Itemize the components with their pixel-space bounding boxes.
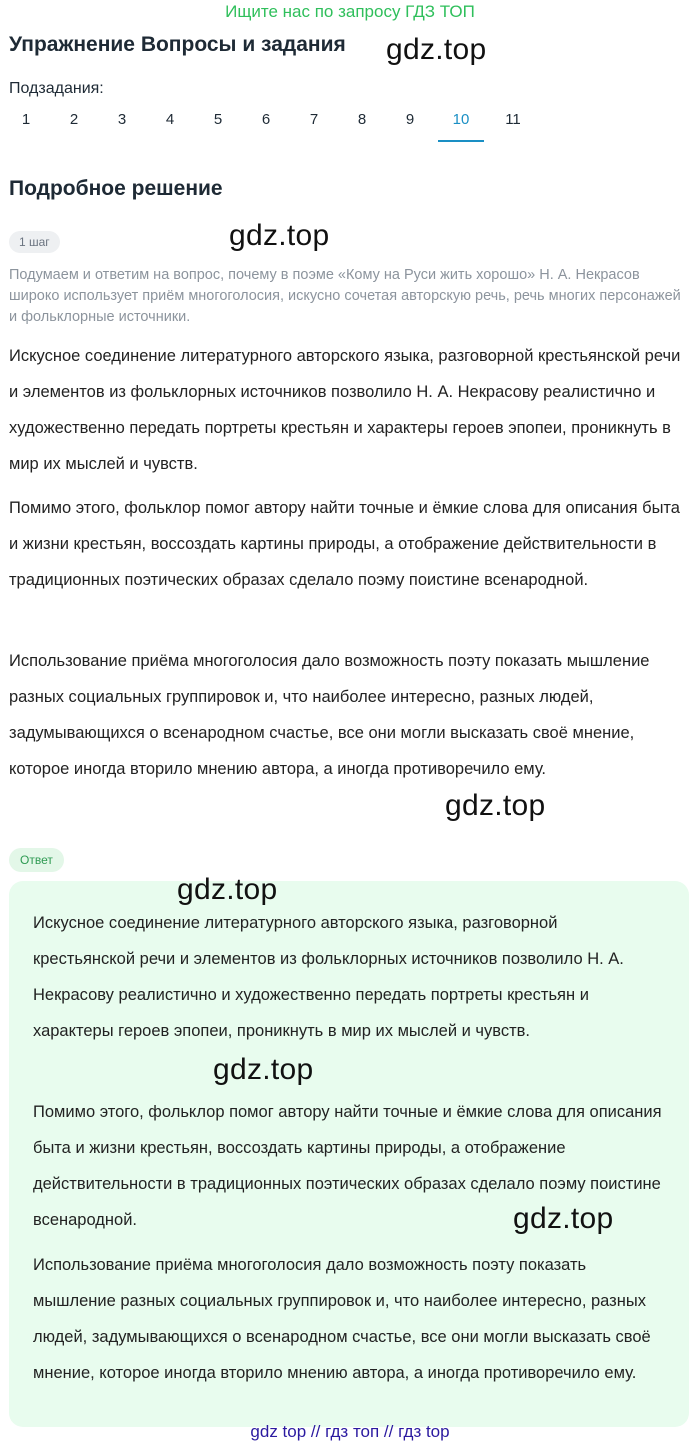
solution-intro: Подумаем и ответим на вопрос, почему в поэме «Кому на Руси жить хорошо» Н. А. Некрасов широко использует приём многоголосия, искусно сочетая авторскую речь, речь многих персонажей и фольклорные источники. <box>9 267 681 325</box>
exercise-title: Упражнение Вопросы и задания <box>9 33 346 56</box>
answer-paragraph-3: Использование приёма многоголосия дало возможность поэту показать мышление разных социальных группировок и, что наиболее интересно, разных людей, задумывающихся о всенародном счастье, все они могли высказать своё мнение, которое иногда вторило мнению автора, а иногда противоречило ему. <box>33 1256 651 1382</box>
subtask-tab-7[interactable]: 7 <box>309 111 319 128</box>
subtask-tab-9[interactable]: 9 <box>405 111 415 128</box>
step-badge: 1 шаг <box>9 231 60 253</box>
watermark: gdz.top <box>386 33 487 66</box>
subtask-tab-6[interactable]: 6 <box>261 111 271 128</box>
subtask-tab-11[interactable]: 11 <box>505 111 521 128</box>
subtasks-label: Подзадания: <box>9 80 104 97</box>
watermark: gdz.top <box>213 1053 314 1086</box>
answer-paragraph-2: Помимо этого, фольклор помог автору найти точные и ёмкие слова для описания быта и жизни крестьян, воссоздать картины природы, а отображение действительности в традиционных поэтических образах сделало поэму поистине всенародной. <box>33 1103 662 1229</box>
answer-badge: Ответ <box>9 848 64 872</box>
subtask-tab-1[interactable]: 1 <box>21 111 31 128</box>
subtask-tab-4[interactable]: 4 <box>165 111 175 128</box>
watermark: gdz.top <box>177 873 278 906</box>
solution-paragraph-3: Использование приёма многоголосия дало возможность поэту показать мышление разных социальных группировок и, что наиболее интересно, разных людей, задумывающихся о всенародном счастье, все они могли высказать своё мнение, которое иногда вторило мнению автора, а иногда противоречило ему. <box>9 652 650 778</box>
subtask-tab-8[interactable]: 8 <box>357 111 367 128</box>
solution-paragraph-1: Искусное соединение литературного авторского языка, разговорной крестьянской речи и элементов из фольклорных источников позволило Н. А. Некрасову реалистично и художественно передать портреты крестьян и характеры героев эпопеи, проникнуть в мир их мыслей и чувств. <box>9 347 681 473</box>
subtask-tab-3[interactable]: 3 <box>117 111 127 128</box>
solution-paragraph-2: Помимо этого, фольклор помог автору найти точные и ёмкие слова для описания быта и жизни крестьян, воссоздать картины природы, а отображение действительности в традиционных поэтических образах сделало поэму поистине всенародной. <box>9 499 680 589</box>
watermark: gdz.top <box>445 789 546 822</box>
subtask-tab-10[interactable]: 10 <box>438 106 484 142</box>
answer-paragraph-1: Искусное соединение литературного авторского языка, разговорной крестьянской речи и элементов из фольклорных источников позволило Н. А. Некрасову реалистично и художественно передать портреты крестьян и характеры героев эпопеи, проникнуть в мир их мыслей и чувств. <box>33 914 624 1040</box>
subtask-tabs <box>6 106 696 142</box>
subtask-tab-2[interactable]: 2 <box>69 111 79 128</box>
search-banner[interactable]: Ищите нас по запросу ГДЗ ТОП <box>225 2 475 21</box>
watermark: gdz.top <box>513 1202 614 1235</box>
subtask-tab-5[interactable]: 5 <box>213 111 223 128</box>
solution-title: Подробное решение <box>9 177 223 200</box>
footer-links[interactable]: gdz top // гдз топ // гдз top <box>250 1422 450 1441</box>
watermark: gdz.top <box>229 219 330 252</box>
